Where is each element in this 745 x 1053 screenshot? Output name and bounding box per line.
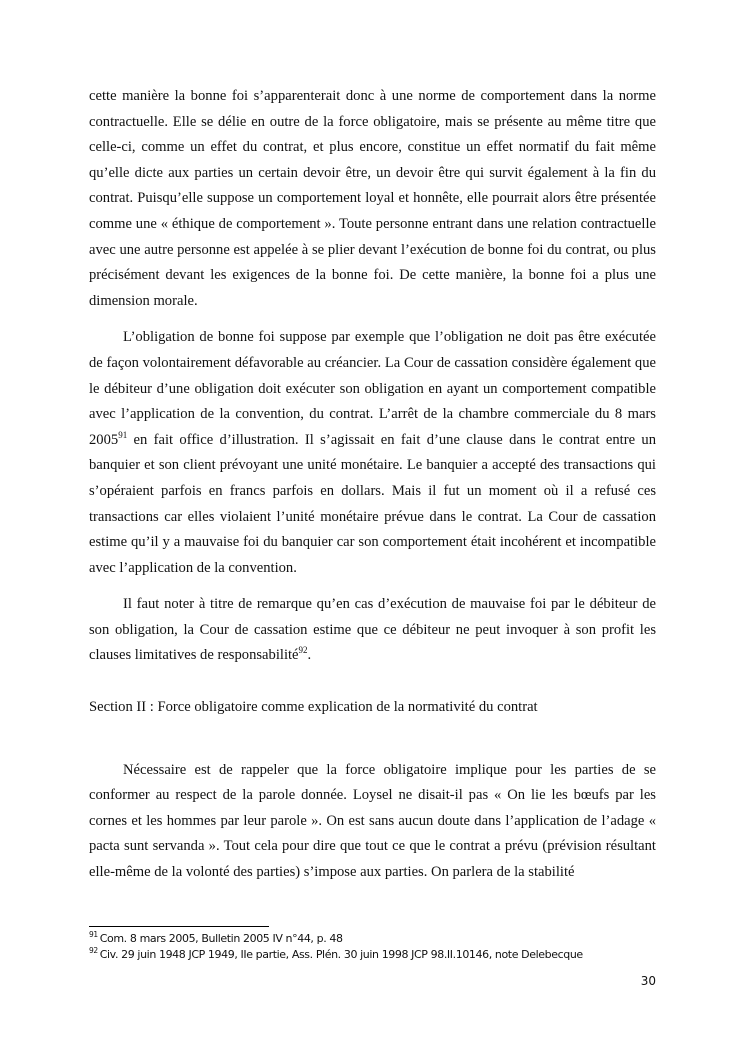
footnote-text: Com. 8 mars 2005, Bulletin 2005 IV n°44, p. 48 [99,932,343,945]
footnote-92 [89,947,669,963]
paragraph-2-text: L’obligation de bonne foi suppose par exemple que l’obligation ne doit pas être exécutée de façon volontairement défavorable au créancier. La Cour de cassation considère également que le débiteur d’une obligation doit exécuter son obligation en ayant un comportement compatible avec l’application de la convention, du contrat. L’arrêt de la chambre commerciale du 8 mars 2005 [89,329,656,448]
paragraph-2 [89,325,656,581]
paragraph-3 [89,592,656,669]
section-heading: Section II : Force obligatoire comme explication de la normativité du contrat [89,699,538,716]
footnote-text: Civ. 29 juin 1948 JCP 1949, IIe partie, Ass. Plén. 30 juin 1998 JCP 98.II.10146, note Delebecque [99,948,583,961]
footnote-number: 91 [89,930,98,939]
paragraph-3-text-end: . [307,647,312,664]
body-text [89,84,656,886]
page-number: 30 [640,974,656,988]
footnote-number: 92 [89,946,98,955]
footnote-separator [89,926,269,927]
footnote-ref-91[interactable]: 91 [118,429,128,440]
footnote-ref-92[interactable]: 92 [298,645,308,656]
footnotes [89,931,669,963]
paragraph-1: cette manière la bonne foi s’apparenterait donc à une norme de comportement dans la norme contractuelle. Elle se délie en outre de la force obligatoire, mais se présente au même titre que celle-ci, comme un effet du contrat, et plus encore, constitue un effet normatif du fait même qu’elle dicte aux parties un certain devoir être, un devoir être qui survit également à la fin du contrat. Puisqu’elle suppose un comportement loyal et honnête, elle pourrait alors être présentée comme une « éthique de comportement ». Toute personne entrant dans une relation contractuelle avec une autre personne est appelée à se plier devant l’exécution de bonne foi du contrat, ou plus précisément devant les exigences de la bonne foi. De cette manière, la bonne foi a plus une dimension morale. [89,88,656,309]
footnote-91 [89,931,669,947]
paragraph-2-text-cont: en fait office d’illustration. Il s’agissait en fait d’une clause dans le contrat entre un banquier et son client prévoyant une unité monétaire. Le banquier a accepté des transactions qui s’opéraient parfois en francs parfois en dollars. Mais il fut un moment où il a refusé ces transactions car elles violaient l’unité monétaire prévue dans le contrat. La Cour de cassation estime qu’il y a mauvaise foi du banquier car son comportement était incohérent et incompatible avec l’application de la convention. [89,431,656,576]
paragraph-4: Nécessaire est de rappeler que la force obligatoire implique pour les parties de se conformer au respect de la parole donnée. Loysel ne disait-il pas « On lie les bœufs par les cornes et les hommes par leur parole ». On est sans aucun doute dans l’application de l’adage « pacta sunt servanda ». Tout cela pour dire que tout ce que le contrat a prévu (prévision résultant elle-même de la volonté des parties) s’impose aux parties. On parlera de la stabilité [89,761,656,881]
paragraph-3-text: Il faut noter à titre de remarque qu’en cas d’exécution de mauvaise foi par le débiteur de son obligation, la Cour de cassation estime que ce débiteur ne peut invoquer à son profit les clauses limitatives de responsabilité [89,596,656,664]
